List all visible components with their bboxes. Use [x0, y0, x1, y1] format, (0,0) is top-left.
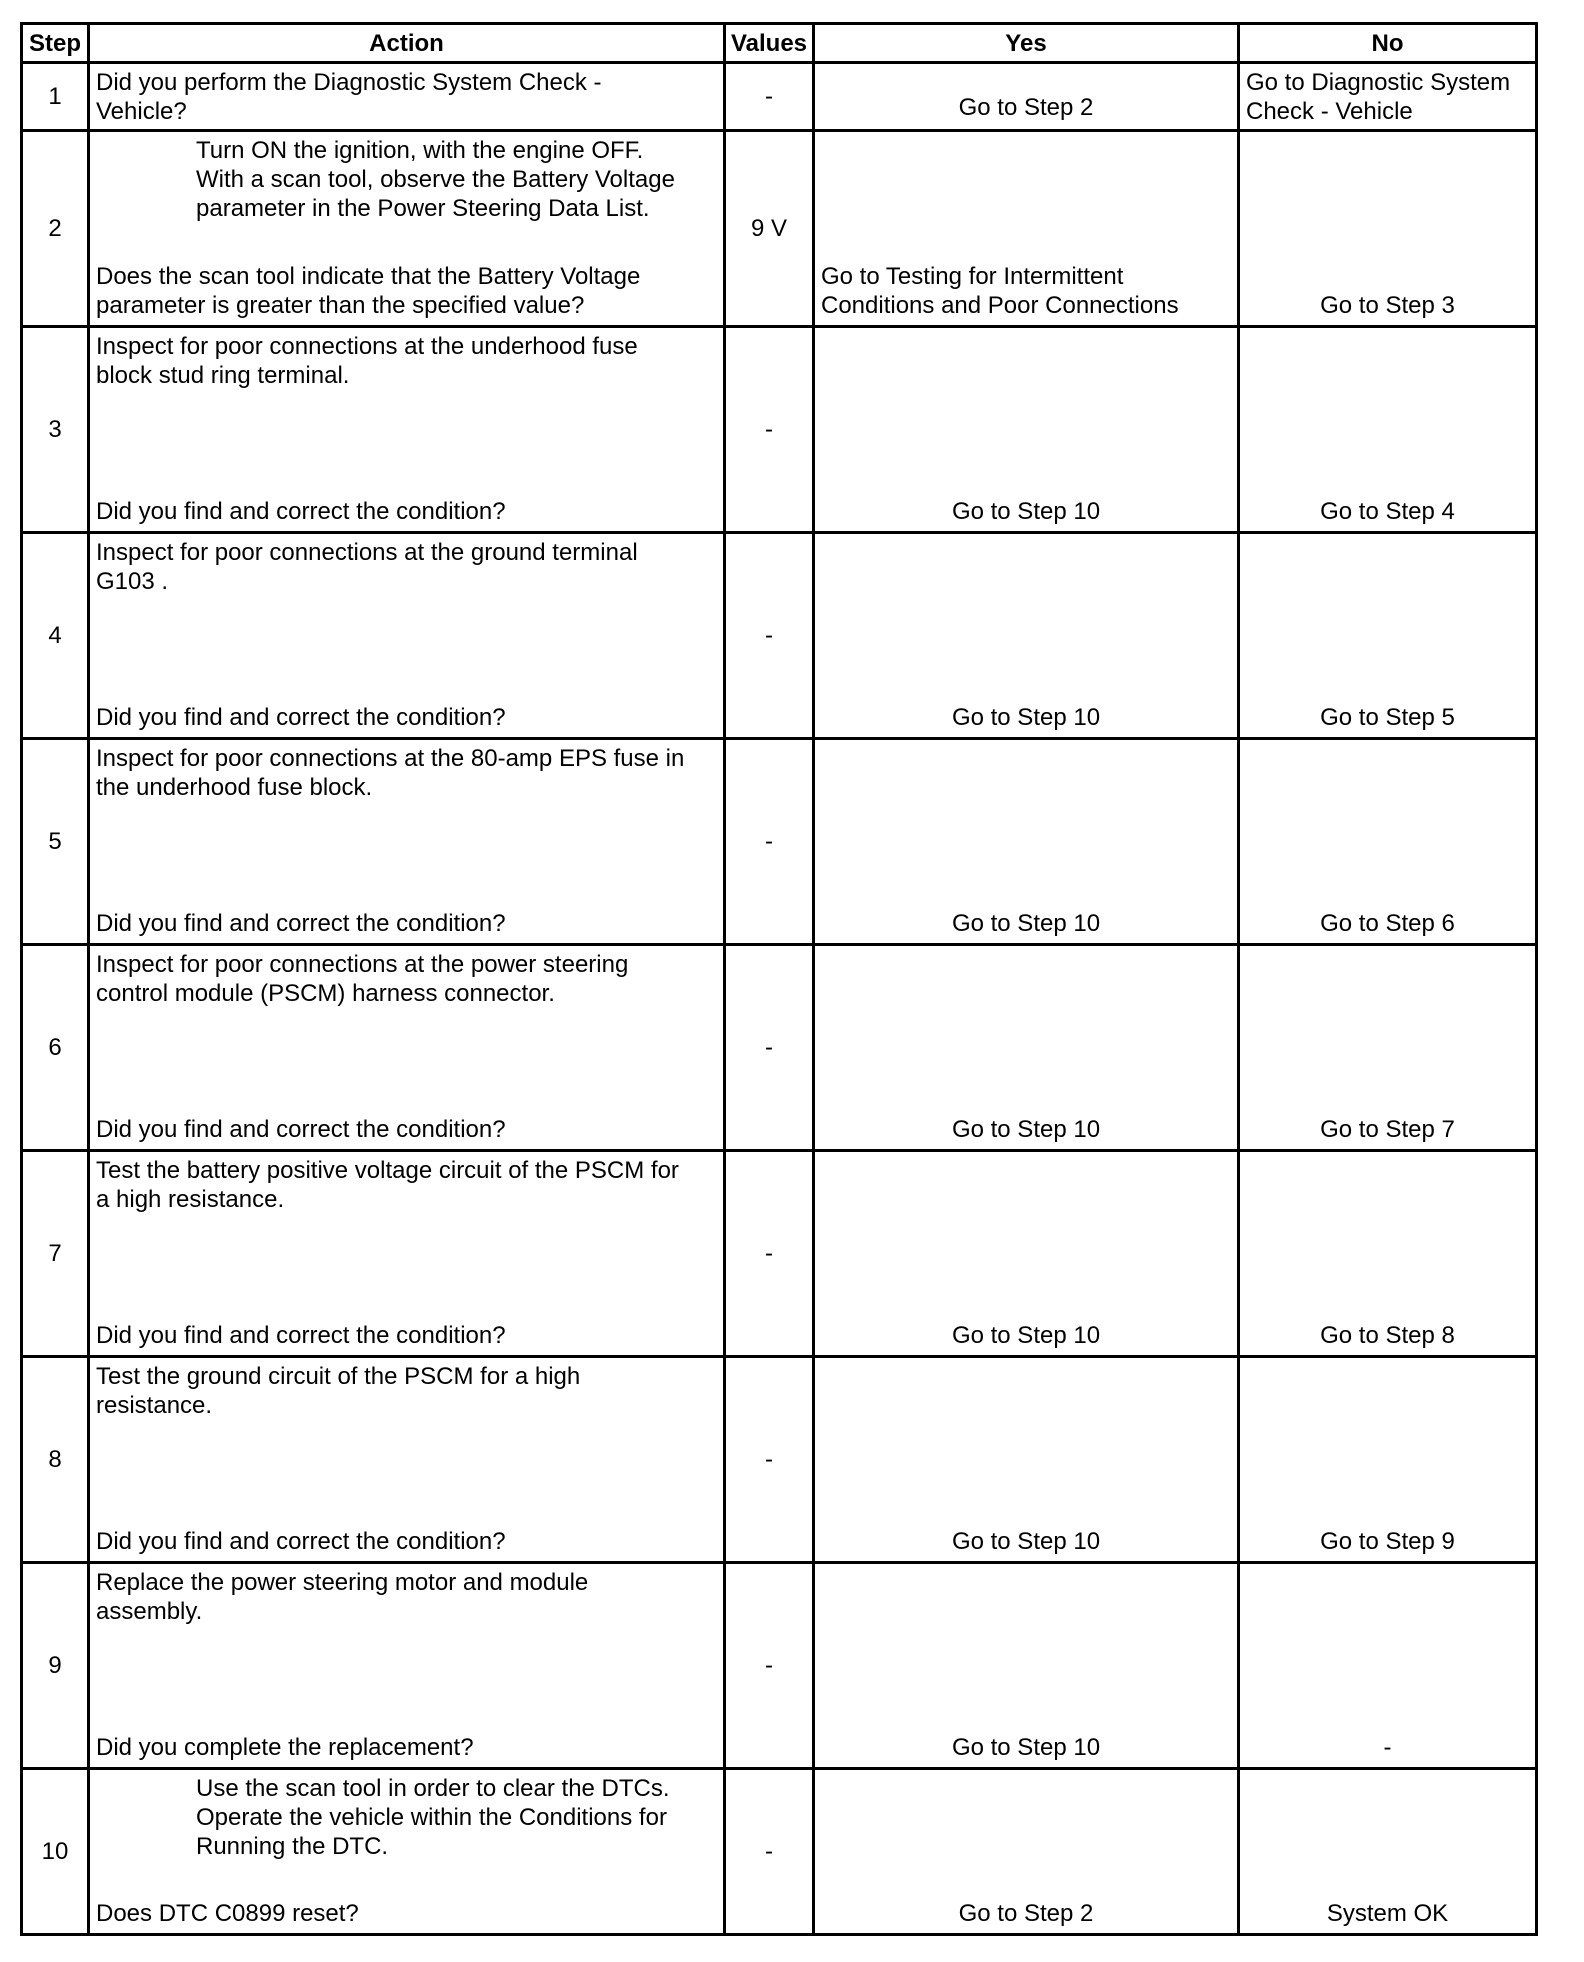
action-cell: [89, 1769, 725, 1935]
step-number: 1: [22, 63, 89, 131]
step-number: 8: [22, 1357, 89, 1563]
yes-cell: [814, 131, 1239, 327]
yes-text: Go to Testing for Intermittent Conditions and Poor Connections: [821, 263, 1179, 319]
action-cell: [89, 945, 725, 1151]
header-yes: Yes: [814, 24, 1239, 63]
no-text: Go to Step 6: [1320, 910, 1455, 937]
table-row: [22, 945, 1537, 1151]
no-cell: [1239, 1769, 1537, 1935]
no-text: System OK: [1326, 1900, 1449, 1927]
action-question: Did you complete the replacement?: [96, 1734, 474, 1761]
step-number: 4: [22, 533, 89, 739]
table-row: [22, 1357, 1537, 1563]
no-cell: [1239, 739, 1537, 945]
header-row: [22, 24, 1537, 63]
yes-cell: [814, 739, 1239, 945]
table-row: [22, 739, 1537, 945]
header-values: Values: [725, 24, 814, 63]
action-instructions: Test the ground circuit of the PSCM for a high resistance.: [96, 1363, 581, 1419]
no-cell: [1239, 131, 1537, 327]
action-instructions: Inspect for poor connections at the 80-amp EPS fuse in the underhood fuse block.: [96, 745, 685, 801]
action-instructions: Replace the power steering motor and module assembly.: [96, 1569, 589, 1625]
step-number: 9: [22, 1563, 89, 1769]
value-cell: -: [725, 533, 814, 739]
action-instructions: Use the scan tool in order to clear the DTCs. Operate the vehicle within the Conditions for Running the DTC.: [196, 1775, 670, 1860]
value-cell: -: [725, 63, 814, 131]
yes-cell: [814, 63, 1239, 131]
value-cell: -: [725, 1151, 814, 1357]
action-cell: [89, 63, 725, 131]
action-instructions: Test the battery positive voltage circuit of the PSCM for a high resistance.: [96, 1157, 679, 1213]
no-cell: [1239, 1563, 1537, 1769]
no-text: Go to Step 4: [1320, 498, 1455, 525]
value-cell: -: [725, 945, 814, 1151]
step-number: 3: [22, 327, 89, 533]
yes-cell: [814, 1769, 1239, 1935]
action-instructions: Inspect for poor connections at the power steering control module (PSCM) harness connector.: [96, 951, 629, 1007]
yes-cell: [814, 1151, 1239, 1357]
action-instructions: Inspect for poor connections at the ground terminal G103 .: [96, 539, 638, 595]
action-cell: [89, 1357, 725, 1563]
table-row: [22, 131, 1537, 327]
value-cell: -: [725, 1769, 814, 1935]
table-row: [22, 1563, 1537, 1769]
header-no: No: [1239, 24, 1537, 63]
no-cell: [1239, 327, 1537, 533]
table-row: [22, 1151, 1537, 1357]
action-cell: [89, 533, 725, 739]
action-question: Did you find and correct the condition?: [96, 1528, 506, 1555]
yes-cell: [814, 327, 1239, 533]
action-question: Did you find and correct the condition?: [96, 704, 506, 731]
table-row: [22, 533, 1537, 739]
value-cell: 9 V: [725, 131, 814, 327]
table-row: [22, 327, 1537, 533]
yes-cell: [814, 533, 1239, 739]
step-number: 7: [22, 1151, 89, 1357]
no-cell: [1239, 945, 1537, 1151]
action-cell: [89, 739, 725, 945]
table-row: [22, 63, 1537, 131]
action-question: Did you find and correct the condition?: [96, 498, 506, 525]
yes-text: Go to Step 10: [951, 704, 1101, 731]
yes-cell: [814, 1357, 1239, 1563]
header-action: Action: [89, 24, 725, 63]
no-text: Go to Step 9: [1320, 1528, 1455, 1555]
value-cell: -: [725, 327, 814, 533]
yes-text: Go to Step 10: [951, 498, 1101, 525]
value-cell: -: [725, 1357, 814, 1563]
yes-text: Go to Step 2: [958, 94, 1094, 121]
yes-cell: [814, 1563, 1239, 1769]
action-question: Did you find and correct the condition?: [96, 910, 506, 937]
no-text: Go to Step 3: [1320, 292, 1455, 319]
action-cell: [89, 1563, 725, 1769]
yes-text: Go to Step 10: [951, 910, 1101, 937]
no-cell: [1239, 63, 1537, 131]
step-number: 6: [22, 945, 89, 1151]
no-text: Go to Step 5: [1320, 704, 1455, 731]
step-number: 10: [22, 1769, 89, 1935]
no-cell: [1239, 1151, 1537, 1357]
action-question: Does DTC C0899 reset?: [96, 1900, 359, 1927]
step-number: 2: [22, 131, 89, 327]
action-instructions: Turn ON the ignition, with the engine OFF. With a scan tool, observe the Battery Voltage parameter in the Power Steering Data List.: [196, 137, 675, 222]
value-cell: -: [725, 739, 814, 945]
yes-text: Go to Step 10: [951, 1322, 1101, 1349]
action-question: Did you find and correct the condition?: [96, 1116, 506, 1143]
yes-cell: [814, 945, 1239, 1151]
yes-text: Go to Step 10: [951, 1116, 1101, 1143]
table-row: [22, 1769, 1537, 1935]
value-cell: -: [725, 1563, 814, 1769]
no-cell: [1239, 1357, 1537, 1563]
no-text: Go to Step 8: [1320, 1322, 1455, 1349]
action-cell: [89, 327, 725, 533]
action-question: Did you perform the Diagnostic System Check - Vehicle?: [96, 69, 602, 125]
diagnostic-table: [20, 22, 1538, 1936]
yes-text: Go to Step 2: [958, 1900, 1094, 1927]
yes-text: Go to Step 10: [951, 1528, 1101, 1555]
no-cell: [1239, 533, 1537, 739]
action-cell: [89, 1151, 725, 1357]
header-step: Step: [22, 24, 89, 63]
no-text: Go to Diagnostic System Check - Vehicle: [1246, 69, 1511, 125]
no-text: -: [1383, 1734, 1392, 1761]
action-instructions: Inspect for poor connections at the underhood fuse block stud ring terminal.: [96, 333, 638, 389]
step-number: 5: [22, 739, 89, 945]
action-cell: [89, 131, 725, 327]
action-question: Does the scan tool indicate that the Battery Voltage parameter is greater than the specified value?: [96, 263, 641, 319]
yes-text: Go to Step 10: [951, 1734, 1101, 1761]
action-question: Did you find and correct the condition?: [96, 1322, 506, 1349]
no-text: Go to Step 7: [1320, 1116, 1455, 1143]
